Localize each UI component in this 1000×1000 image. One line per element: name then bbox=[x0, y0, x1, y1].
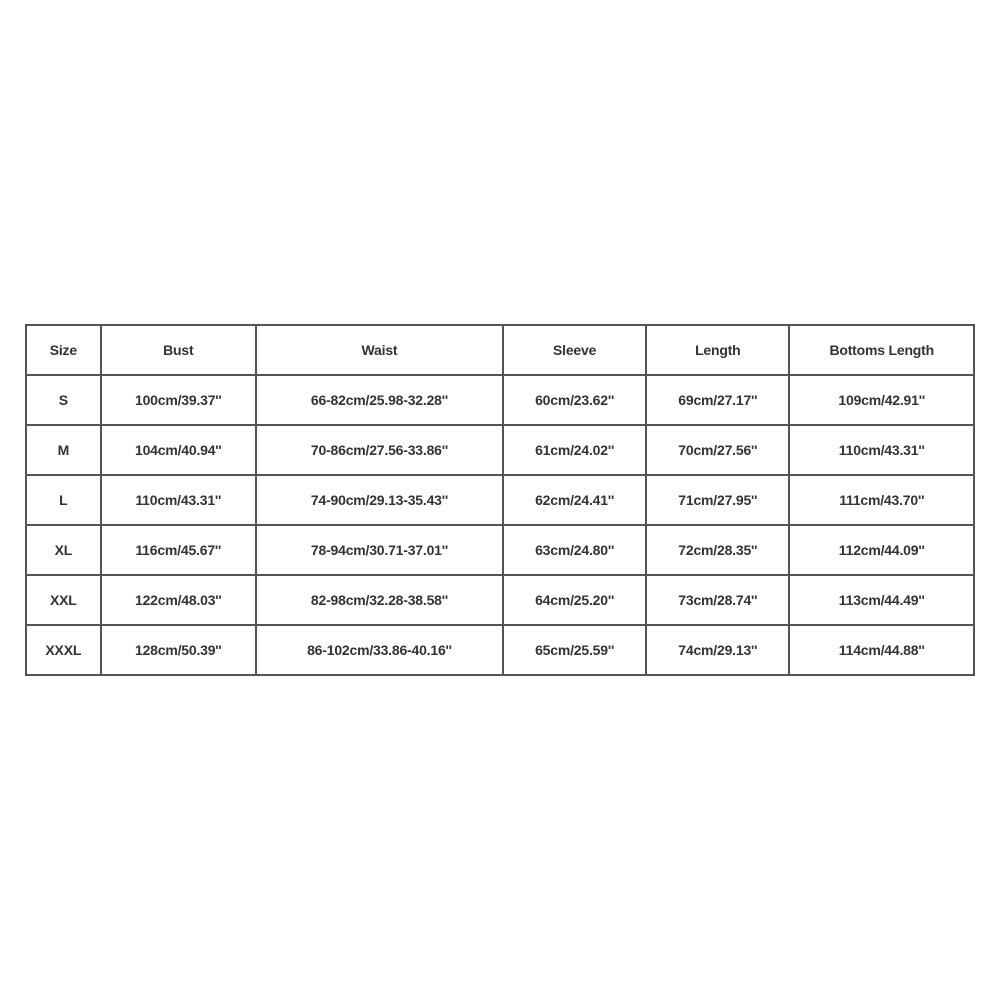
cell-bottoms-length: 114cm/44.88'' bbox=[789, 625, 974, 675]
cell-bust: 116cm/45.67'' bbox=[101, 525, 256, 575]
cell-bottoms-length: 110cm/43.31'' bbox=[789, 425, 974, 475]
header-row bbox=[26, 325, 974, 375]
cell-waist: 66-82cm/25.98-32.28'' bbox=[256, 375, 503, 425]
cell-size: S bbox=[26, 375, 101, 425]
cell-waist: 74-90cm/29.13-35.43'' bbox=[256, 475, 503, 525]
cell-length: 73cm/28.74'' bbox=[646, 575, 789, 625]
cell-bottoms-length: 109cm/42.91'' bbox=[789, 375, 974, 425]
cell-size: L bbox=[26, 475, 101, 525]
cell-size: XXL bbox=[26, 575, 101, 625]
table-row bbox=[26, 475, 974, 525]
cell-length: 72cm/28.35'' bbox=[646, 525, 789, 575]
cell-size: M bbox=[26, 425, 101, 475]
header-size: Size bbox=[26, 325, 101, 375]
table-row bbox=[26, 525, 974, 575]
size-chart-table bbox=[25, 324, 975, 676]
cell-bust: 104cm/40.94'' bbox=[101, 425, 256, 475]
cell-length: 69cm/27.17'' bbox=[646, 375, 789, 425]
cell-waist: 78-94cm/30.71-37.01'' bbox=[256, 525, 503, 575]
cell-size: XL bbox=[26, 525, 101, 575]
cell-bust: 110cm/43.31'' bbox=[101, 475, 256, 525]
header-bottoms-length: Bottoms Length bbox=[789, 325, 974, 375]
cell-sleeve: 62cm/24.41'' bbox=[503, 475, 646, 525]
cell-bottoms-length: 111cm/43.70'' bbox=[789, 475, 974, 525]
cell-bottoms-length: 113cm/44.49'' bbox=[789, 575, 974, 625]
cell-bust: 122cm/48.03'' bbox=[101, 575, 256, 625]
cell-length: 74cm/29.13'' bbox=[646, 625, 789, 675]
header-sleeve: Sleeve bbox=[503, 325, 646, 375]
cell-bust: 100cm/39.37'' bbox=[101, 375, 256, 425]
cell-sleeve: 65cm/25.59'' bbox=[503, 625, 646, 675]
table-row bbox=[26, 575, 974, 625]
cell-bust: 128cm/50.39'' bbox=[101, 625, 256, 675]
cell-sleeve: 63cm/24.80'' bbox=[503, 525, 646, 575]
cell-size: XXXL bbox=[26, 625, 101, 675]
cell-length: 71cm/27.95'' bbox=[646, 475, 789, 525]
cell-length: 70cm/27.56'' bbox=[646, 425, 789, 475]
table-row bbox=[26, 625, 974, 675]
table-row bbox=[26, 425, 974, 475]
table-row bbox=[26, 375, 974, 425]
cell-waist: 70-86cm/27.56-33.86'' bbox=[256, 425, 503, 475]
header-length: Length bbox=[646, 325, 789, 375]
cell-sleeve: 64cm/25.20'' bbox=[503, 575, 646, 625]
cell-sleeve: 61cm/24.02'' bbox=[503, 425, 646, 475]
header-bust: Bust bbox=[101, 325, 256, 375]
header-waist: Waist bbox=[256, 325, 503, 375]
cell-sleeve: 60cm/23.62'' bbox=[503, 375, 646, 425]
cell-bottoms-length: 112cm/44.09'' bbox=[789, 525, 974, 575]
cell-waist: 82-98cm/32.28-38.58'' bbox=[256, 575, 503, 625]
cell-waist: 86-102cm/33.86-40.16'' bbox=[256, 625, 503, 675]
